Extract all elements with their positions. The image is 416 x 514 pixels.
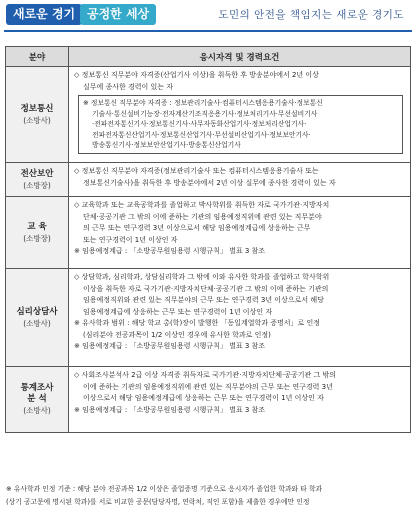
requirement-note: ※ 유사학과 범위 : 해당 학교 총(학)장이 발행한 「동일계열학과 증명서」로 인정 xyxy=(74,319,321,327)
field-name-line2: 분 석 xyxy=(27,394,47,404)
requirement-note: ※ 임용예정계급 : 「소방공무원임용령 시행규칙」 별표 3 참조 xyxy=(74,405,266,414)
table-header-row xyxy=(6,47,411,67)
header-banner xyxy=(0,0,416,30)
table-row xyxy=(6,67,411,163)
requirement-line: 정보통신기술사)을 취득한 후 방송분야에서 2년 이상 실무에 종사한 경력이 있는 자 xyxy=(83,178,336,187)
field-name: 교 육 xyxy=(27,221,47,232)
field-name: 정보통신 xyxy=(20,103,54,114)
field-cell xyxy=(6,197,69,269)
field-cell xyxy=(6,163,69,197)
requirement-line: 이상을 취득한 자로 국가기관·지방자치단체·공공기관 그 밖의 이에 준하는 기관의 xyxy=(83,284,329,293)
banner-badge-new-gyeonggi: 새로운 경기 xyxy=(6,4,82,25)
requirement-note: (심리분야 전공과목이 1/2 이상인 경우에 유사한 학과로 인정) xyxy=(83,330,271,339)
field-cell xyxy=(6,269,69,367)
certificate-line: 전파전자통신산업기사·정보통신산업기사·무선설비산업기사·정보보안기사· xyxy=(92,130,311,139)
requirement-note: ※ 임용예정계급 : 「소방공무원임용령 시행규칙」 별표 3 참조 xyxy=(74,342,266,350)
requirement-line: 임용예정직위와 관련 있는 직무분야의 근무 또는 연구경력 3년 이상으로서 해당 xyxy=(83,296,324,304)
banner-slogan: 도민의 안전을 책임지는 새로운 경기도 xyxy=(218,9,404,21)
certificate-line: 방송통신기사·정보보안산업기사·방송통신산업기사 xyxy=(92,141,241,149)
field-rank: (소방장) xyxy=(23,233,51,243)
footnote-line: (상기 공고문에 명시된 학과)를 서로 비교한 공문(담당자명, 연락처, 직인 포함)을 제출한 경우에만 인정 xyxy=(6,497,310,506)
requirement-line: ◇ 정보통신 직무분야 자격증(산업기사 이상)을 취득한 후 방송분야에서 2년 이상 xyxy=(74,71,319,79)
certificate-line: 기술사·통신설비기능장·전자계산기조직응용기사·정보처리기사·무선설비기사 xyxy=(92,109,318,118)
footnote-line: ※ 유사학과 인정 기준 : 해당 분야 전공과목 1/2 이상은 졸업증명 기준으로 응시자가 졸업한 학과와 타 학과 xyxy=(6,485,323,493)
requirement-line: ◇ 정보통신 직무분야 자격증(정보관리기술사 또는 컴퓨터시스템응용기술사 또는 xyxy=(74,167,319,175)
field-name: 심리상담사 xyxy=(16,306,58,317)
field-rank: (소방사) xyxy=(23,406,51,415)
requirement-cell xyxy=(69,367,411,433)
requirement-line: 단체·공공기관 그 밖의 이에 준하는 기관의 임용예정직위에 관련 있는 직무분야 xyxy=(83,212,322,221)
qualification-table xyxy=(5,46,411,433)
certificate-line: ※ 정보통신 직무분야 자격증 : 정보관리기술사·컴퓨터시스템응용기술사·정보통신 xyxy=(83,99,323,107)
requirement-cell xyxy=(69,197,411,269)
requirement-line: ◇ 사회조사분석사 2급 이상 자격증 취득자로 국가기관·지방자치단체·공공기관 그 밖의 xyxy=(74,371,336,379)
footnotes xyxy=(6,483,412,508)
requirement-cell xyxy=(69,269,411,367)
requirement-line: 의 근무 또는 연구경력 3년 이상으로서 해당 임용예정계급에 상응하는 근무 xyxy=(83,224,311,232)
table-row xyxy=(6,163,411,197)
certificate-line: ·전파전자통신기사·정보통신기사·사무자동화산업기사·정보처리산업기사· xyxy=(92,120,307,128)
field-rank: (소방장) xyxy=(23,180,51,190)
field-name: 전산보안 xyxy=(20,168,54,179)
table-row xyxy=(6,367,411,433)
requirement-line: 또는 연구경력이 1년 이상인 자 xyxy=(83,235,178,244)
requirement-line: 실무에 종사한 경력이 있는 자 xyxy=(83,82,174,91)
table-row xyxy=(6,269,411,367)
field-name: 통계조사 xyxy=(20,383,54,393)
requirement-cell xyxy=(69,163,411,197)
certificate-list-box xyxy=(78,95,403,154)
requirement-cell xyxy=(69,67,411,163)
field-rank: (소방사) xyxy=(23,318,51,328)
banner-badge-fair-world: 공정한 세상 xyxy=(80,4,156,25)
requirement-line: 이에 준하는 기관의 임용예정직위에 관련 있는 직무분야의 근무 또는 연구경력 3년 xyxy=(83,382,333,391)
requirement-line: ◇ 상담학과, 심리학과, 상담심리학과 그 밖에 이와 유사한 학과를 졸업하고 학사학위 xyxy=(74,273,330,281)
requirement-note: ※ 임용예정계급 : 「소방공무원임용령 시행규칙」 별표 3 참조 xyxy=(74,247,266,255)
requirement-line: ◇ 교육학과 또는 교육공학과를 졸업하고 박사학위를 취득한 자로 국가기관·지방자치 xyxy=(74,201,330,209)
requirement-line: 이상으로서 해당 임용예정계급에 상응하는 근무 또는 연구경력이 1년 이상인 자 xyxy=(83,394,324,402)
banner-divider xyxy=(4,30,412,32)
requirement-line: 임용예정계급에 상응하는 근무 또는 연구경력이 1년 이상인 자 xyxy=(83,307,273,316)
header-requirements: 응시자격 및 경력요건 xyxy=(69,47,411,67)
header-field: 분야 xyxy=(6,47,69,67)
table-row xyxy=(6,197,411,269)
field-rank: (소방사) xyxy=(23,115,51,125)
field-cell xyxy=(6,367,69,433)
field-cell xyxy=(6,67,69,163)
